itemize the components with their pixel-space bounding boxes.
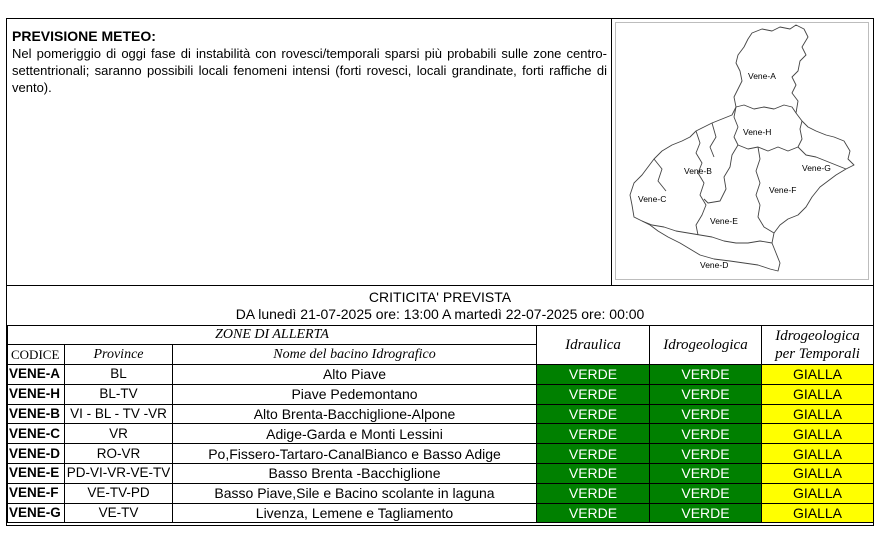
inner-line-1 — [710, 123, 716, 157]
region-outline — [630, 25, 854, 271]
level-idraulica: VERDE — [537, 424, 650, 444]
map-label-vene-d: Vene-D — [700, 260, 729, 270]
bulletin-frame — [6, 18, 874, 526]
col-header-temporali — [762, 326, 874, 365]
zone-bacino: Alto Piave — [173, 365, 537, 385]
border-d — [642, 221, 772, 243]
zone-code: VENE-H — [8, 384, 65, 404]
level-idraulica: VERDE — [537, 384, 650, 404]
zone-province: VR — [65, 424, 173, 444]
col-header-code: CODICE — [8, 345, 65, 365]
zone-code: VENE-F — [8, 483, 65, 503]
zone-code: VENE-A — [8, 365, 65, 385]
level-temporali: GIALLA — [762, 483, 874, 503]
table-row — [8, 384, 874, 404]
zone-code: VENE-D — [8, 444, 65, 464]
zone-bacino: Basso Piave,Sile e Bacino scolante in laguna — [173, 483, 537, 503]
col-header-idrogeologica: Idrogeologica — [650, 326, 762, 365]
table-row — [8, 444, 874, 464]
zone-province: BL — [65, 365, 173, 385]
zone-bacino: Alto Brenta-Bacchiglione-Alpone — [173, 404, 537, 424]
col-header-bacino: Nome del bacino Idrografico — [173, 345, 537, 365]
map-label-vene-h: Vene-H — [743, 127, 772, 137]
zone-province: VE-TV — [65, 503, 173, 523]
map-label-vene-a: Vene-A — [748, 71, 776, 81]
table-row — [8, 404, 874, 424]
zone-code: VENE-B — [8, 404, 65, 424]
zone-bacino: Piave Pedemontano — [173, 384, 537, 404]
col-header-idraulica: Idraulica — [537, 326, 650, 365]
forecast-title: PREVISIONE METEO: — [12, 28, 156, 44]
col-header-temporali-line2: per Temporali — [775, 346, 860, 362]
criticita-title: CRITICITA' PREVISTA — [368, 289, 512, 305]
zone-bacino: Basso Brenta -Bacchiglione — [173, 463, 537, 483]
level-temporali: GIALLA — [762, 424, 874, 444]
table-row — [8, 424, 874, 444]
zone-province: BL-TV — [65, 384, 173, 404]
table-row — [8, 483, 874, 503]
border-a-h — [736, 105, 796, 113]
zone-rows — [8, 365, 874, 523]
level-idraulica: VERDE — [537, 483, 650, 503]
table-row — [8, 503, 874, 523]
criticita-header — [7, 285, 873, 325]
level-idrogeologica: VERDE — [650, 384, 762, 404]
level-idrogeologica: VERDE — [650, 503, 762, 523]
level-idrogeologica: VERDE — [650, 444, 762, 464]
forecast-text: Nel pomeriggio di oggi fase di instabilità con rovesci/temporali sparsi più probabili sulle zone centro-settentrionali; saranno possibili locali fenomeni intensi (forti rovesci, locali grandinate, forti raffiche di vento). — [12, 46, 607, 95]
level-temporali: GIALLA — [762, 463, 874, 483]
zone-code: VENE-G — [8, 503, 65, 523]
table-row — [8, 365, 874, 385]
table-row — [8, 463, 874, 483]
map-label-vene-f: Vene-F — [769, 185, 797, 195]
level-temporali: GIALLA — [762, 444, 874, 464]
col-header-temporali-line1: Idrogeologica — [775, 328, 860, 344]
map-label-vene-e: Vene-E — [710, 216, 738, 226]
map-label-vene-g: Vene-G — [802, 163, 831, 173]
level-temporali: GIALLA — [762, 503, 874, 523]
zone-province: PD-VI-VR-VE-TV — [65, 463, 173, 483]
forecast-section — [7, 19, 612, 285]
zone-province: VE-TV-PD — [65, 483, 173, 503]
level-temporali: GIALLA — [762, 365, 874, 385]
level-idrogeologica: VERDE — [650, 365, 762, 385]
zones-map — [612, 19, 873, 285]
level-idraulica: VERDE — [537, 463, 650, 483]
inner-line-2 — [654, 159, 666, 191]
criticita-period: DA lunedì 21-07-2025 ore: 13:00 A martedì 22-07-2025 ore: 00:00 — [235, 306, 645, 322]
level-idraulica: VERDE — [537, 503, 650, 523]
zone-province: VI - BL - TV -VR — [65, 404, 173, 424]
level-idrogeologica: VERDE — [650, 404, 762, 424]
level-idrogeologica: VERDE — [650, 424, 762, 444]
zone-bacino: Po,Fissero-Tartaro-CanalBianco e Basso Adige — [173, 444, 537, 464]
level-idraulica: VERDE — [537, 365, 650, 385]
veneto-zones-map — [612, 19, 873, 285]
zone-code: VENE-C — [8, 424, 65, 444]
level-idrogeologica: VERDE — [650, 483, 762, 503]
zone-bacino: Livenza, Lemene e Tagliamento — [173, 503, 537, 523]
level-temporali: GIALLA — [762, 384, 874, 404]
level-temporali: GIALLA — [762, 404, 874, 424]
map-label-vene-b: Vene-B — [684, 166, 712, 176]
level-idraulica: VERDE — [537, 444, 650, 464]
level-idraulica: VERDE — [537, 404, 650, 424]
border-b-c — [696, 131, 706, 235]
zone-bacino: Adige-Garda e Monti Lessini — [173, 424, 537, 444]
zone-province: RO-VR — [65, 444, 173, 464]
alert-zones-table — [7, 325, 874, 523]
level-idrogeologica: VERDE — [650, 463, 762, 483]
map-label-vene-c: Vene-C — [638, 194, 667, 204]
zone-header: ZONE DI ALLERTA — [8, 326, 537, 345]
zone-code: VENE-E — [8, 463, 65, 483]
col-header-province: Province — [65, 345, 173, 365]
